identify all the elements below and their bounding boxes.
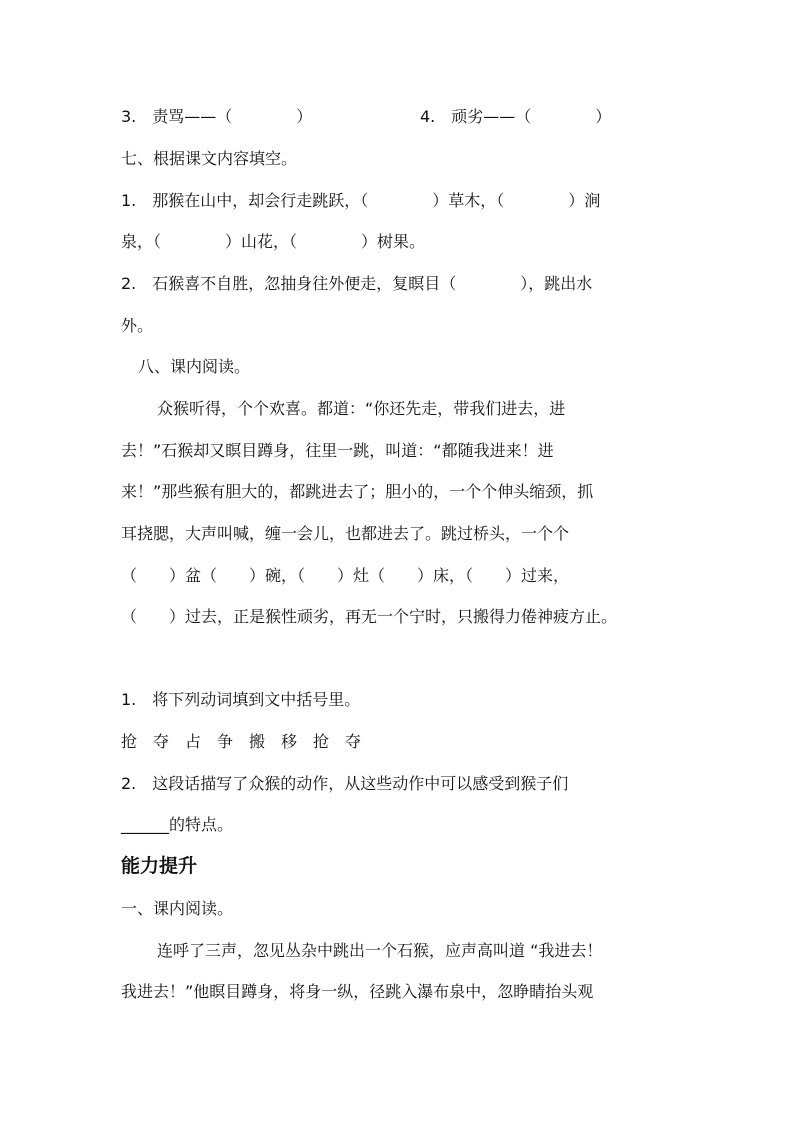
passage-line: （ ）盆（ ）碗，（ ）灶（ ）床，（ ）过来， bbox=[121, 566, 570, 585]
synonym-item-4: 4. 顽劣——（ ） bbox=[420, 107, 612, 126]
fill-question-2-line2: 外。 bbox=[121, 316, 154, 335]
fill-question-2-line1: 2. 石猴喜不自胜，忽抽身往外便走，复瞑目（ ），跳出水 bbox=[121, 274, 593, 293]
fill-question-1-line1: 1. 那猴在山中，却会行走跳跃，（ ）草木，（ ）涧 bbox=[121, 191, 601, 210]
ability-heading: 能力提升 bbox=[121, 855, 198, 877]
ability-section1-title: 一、课内阅读。 bbox=[121, 899, 234, 918]
section8-title: 八、课内阅读。 bbox=[138, 357, 251, 376]
fill-question-1-line2: 泉，（ ）山花，（ ）树果。 bbox=[121, 232, 426, 251]
synonym-item-3: 3. 责骂——（ ） bbox=[121, 107, 313, 126]
passage-line: 众猴听得，个个欢喜。都道：“你还先走，带我们进去，进 bbox=[157, 399, 566, 418]
reading-question-2-line1: 2. 这段话描写了众猴的动作，从这些动作中可以感受到猴子们 bbox=[121, 774, 569, 793]
passage-line: 去！”石猴却又瞑目蹲身，往里一跳，叫道：“都随我进来！进 bbox=[121, 441, 554, 460]
passage-line: （ ）过去，正是猴性顽劣，再无一个宁时，只搬得力倦神疲方止。 bbox=[121, 607, 618, 626]
passage-line: 耳挠腮，大声叫喊，缠一会儿，也都进去了。跳过桥头，一个个 bbox=[121, 524, 570, 543]
section7-title: 七、根据课文内容填空。 bbox=[121, 149, 298, 168]
reading-question-2-line2: ______的特点。 bbox=[121, 815, 234, 834]
reading-question-1: 1. 将下列动词填到文中括号里。 bbox=[121, 690, 361, 709]
passage-line: 来！”那些猴有胆大的，都跳进去了；胆小的，一个个伸头缩颈，抓 bbox=[121, 482, 594, 501]
verb-list: 抢 夺 占 争 搬 移 抢 夺 bbox=[121, 732, 362, 751]
passage-line: 我进去！”他瞑目蹲身，将身一纵，径跳入瀑布泉中，忽睁睛抬头观 bbox=[121, 982, 594, 1001]
passage-line: 连呼了三声，忽见丛杂中跳出一个石猴，应声高叫道 “我进去！ bbox=[157, 941, 603, 960]
